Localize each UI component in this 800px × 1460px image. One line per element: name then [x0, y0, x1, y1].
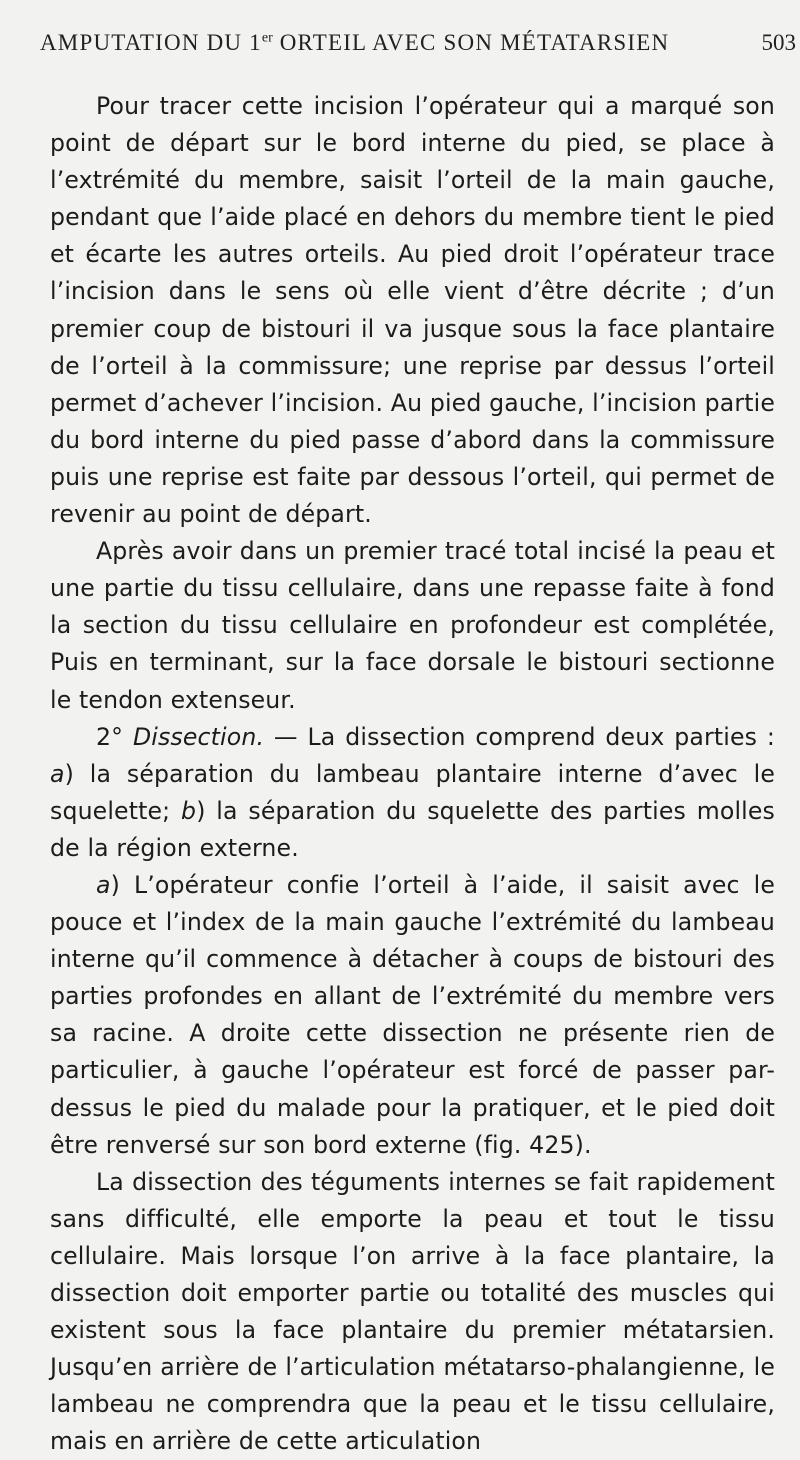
paragraph-dissection: 2° Dissection. — La dissection comprend deux parties : a) la séparation du lambeau plantaire interne d’avec le squelette; b) la séparation du squelette des parties molles de la région externe. [50, 722, 775, 862]
chapter-title: AMPUTATION DU 1er ORTEIL AVEC SON MÉTATARSIEN [40, 30, 670, 55]
paragraph-incision-depth: Après avoir dans un premier tracé total incisé la peau et une partie du tissu cellulaire, dans une repasse faite à fond la section du tissu cellulaire en profondeur est complétée, Puis en terminant, sur la face dorsale le bistouri sectionne le tendon extenseur. [50, 537, 775, 714]
body-text [50, 88, 775, 1460]
paragraph-incision: Pour tracer cette incision l’opérateur qui a marqué son point de départ sur le bord interne du pied, se place à l’extrémité du membre, saisit l’orteil de la main gauche, pendant que l’aide placé en dehors du membre tient le pied et écarte les autres orteils. Au pied droit l’opérateur trace l’incision dans le sens où elle vient d’être décrite ; d’un premier coup de bistouri il va jusque sous la face plantaire de l’orteil à la commissure; une reprise par dessus l’orteil permet d’achever l’incision. Au pied gauche, l’incision partie du bord interne du pied passe d’abord dans la commissure puis une reprise est faite par dessous l’orteil, qui permet de revenir au point de départ. [50, 92, 775, 529]
section-heading: Dissection. [132, 722, 265, 751]
page-number: 503 [761, 30, 796, 55]
paragraph-step-a: a) L’opérateur confie l’orteil à l’aide, il saisit avec le pouce et l’index de la main gauche l’extrémité du lambeau interne qu’il commence à détacher à coups de bistouri des parties profondes en allant de l’extrémité du membre vers sa racine. A droite cette dissection ne présente rien de particulier, à gauche l’opérateur est forcé de passer par-dessus le pied du malade pour la pratiquer, et le pied doit être renversé sur son bord externe (fig. 425). [50, 870, 775, 1159]
paragraph-teguments: La dissection des téguments internes se fait rapidement sans difficulté, elle emporte la peau et tout le tissu cellulaire. Mais lorsque l’on arrive à la face plantaire, la dissection doit emporter partie ou totalité des muscles qui existent sous la face plantaire du premier métatarsien. Jusqu’en arrière de l’articulation métatarso-phalangienne, le lambeau ne comprendra que la peau et le tissu cellulaire, mais en arrière de cette articulation [50, 1167, 775, 1456]
